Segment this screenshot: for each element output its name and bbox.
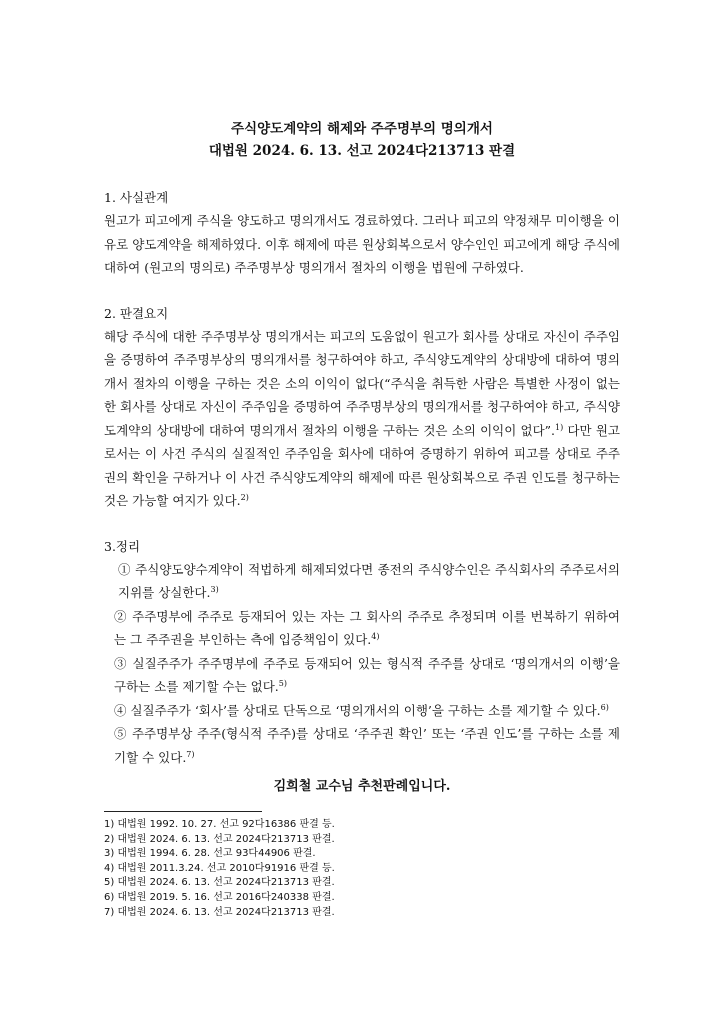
footnote-3: 3) 대법원 1994. 6. 28. 선고 93다44906 판결. [104,848,316,860]
summary-item-text: ⑤ 주주명부상 주주(형식적 주주)를 상대로 ‘주주권 확인’ 또는 ‘주권 인도’를 구하는 소를 제기할 수 있다. [114,726,620,765]
footnote-6: 6) 대법원 2019. 5. 16. 선고 2016다240338 판결. [104,891,335,903]
section-holding-text [104,325,620,513]
summary-item-4 [104,699,620,723]
summary-item-5 [104,722,620,769]
holding-text-a: 해당 주식에 대한 주주명부상 명의개서는 피고의 도움없이 원고가 회사를 상대로 자신이 주주임을 증명하여 주주명부상의 명의개서를 청구하여야 하고, 주식양도계약의 상대방에 대하여 명의개서 절차의 이행을 구하는 것은 소의 이익이 없다(“주식을 취득한 사람은 특별한 사정이 없는 한 회사를 상대로 자신이 주주임을 증명하여 주주명부상의 명의개서를 청구하여야 하고, 주식양도계약의 상대방에 대하여 명의개서 절차의 이행을 구하는 것은 소의 이익이 없다”. [104,328,620,438]
footnote-4: 4) 대법원 2011.3.24. 선고 2010다91916 판결 등. [104,862,335,874]
case-citation-title: 대법원 2024. 6. 13. 선고 2024다213713 판결 [208,143,516,159]
summary-item-1 [104,558,620,605]
summary-item-text: ④ 실질주주가 ‘회사’를 상대로 단독으로 ‘명의개서의 이행’을 구하는 소를 제기할 수 있다. [114,702,601,718]
summary-item-3 [104,652,620,699]
closing-note: 김희철 교수님 추천판례입니다. [273,779,451,794]
section-facts-heading: 1. 사실관계 [104,190,169,205]
footnote-5: 5) 대법원 2024. 6. 13. 선고 2024다213713 판결. [104,877,335,889]
footnote-ref-3: 3) [210,584,219,594]
summary-item-text: ③ 실질주주가 주주명부에 주주로 등재되어 있는 형식적 주주를 상대로 ‘명의개서의 이행’을 구하는 소를 제기할 수는 없다. [114,655,620,694]
footnote-ref-7: 7) [186,749,195,759]
document-title: 주식양도계약의 해제와 주주명부의 명의개서 [231,121,493,137]
footnote-ref-5: 5) [278,678,287,688]
footnote-1: 1) 대법원 1992. 10. 27. 선고 92다16386 판결 등. [104,819,335,830]
footnote-7: 7) 대법원 2024. 6. 13. 선고 2024다213713 판결. [104,906,335,918]
footnote-ref-2: 2) [240,492,249,502]
summary-item-2 [104,605,620,652]
footnote-ref-1: 1) [555,422,564,432]
summary-item-text: ② 주주명부에 주주로 등재되어 있는 자는 그 회사의 주주로 추정되며 이를 번복하기 위하여는 그 주주권을 부인하는 측에 입증책임이 있다. [114,608,620,647]
footnote-divider [104,811,262,812]
section-holding-heading: 2. 판결요지 [104,305,169,321]
section-facts-text: 원고가 피고에게 주식을 양도하고 명의개서도 경료하였다. 그러나 피고의 약정채무 미이행을 이유로 양도계약을 해제하였다. 이후 해제에 따른 원상회복으로서 양수인인 피고에게 해당 주식에 대하여 (원고의 명의로) 주주명부상 명의개서 절차의 이행을 법원에 구하였다. [104,213,620,275]
footnote-2: 2) 대법원 2024. 6. 13. 선고 2024다213713 판결. [104,833,335,845]
section-summary-heading: 3.정리 [104,538,141,554]
footnote-ref-6: 6) [600,702,609,712]
spacer [104,280,620,302]
summary-item-text: ① 주식양도양수계약이 적법하게 해제되었다면 종전의 주식양수인은 주식회사의 주주로서의 지위를 상실한다. [118,561,620,600]
footnote-ref-4: 4) [371,631,380,641]
spacer [104,513,620,535]
holding-text-b: 다만 원고로서는 이 사건 주식의 실질적인 주주임을 회사에 대하여 증명하기 위하여 피고를 상대로 주주권의 확인을 구하거나 이 사건 주식양도계약의 해제에 따른 원상회복으로 주권 인도를 청구하는 것은 가능할 여지가 있다. [104,422,621,508]
